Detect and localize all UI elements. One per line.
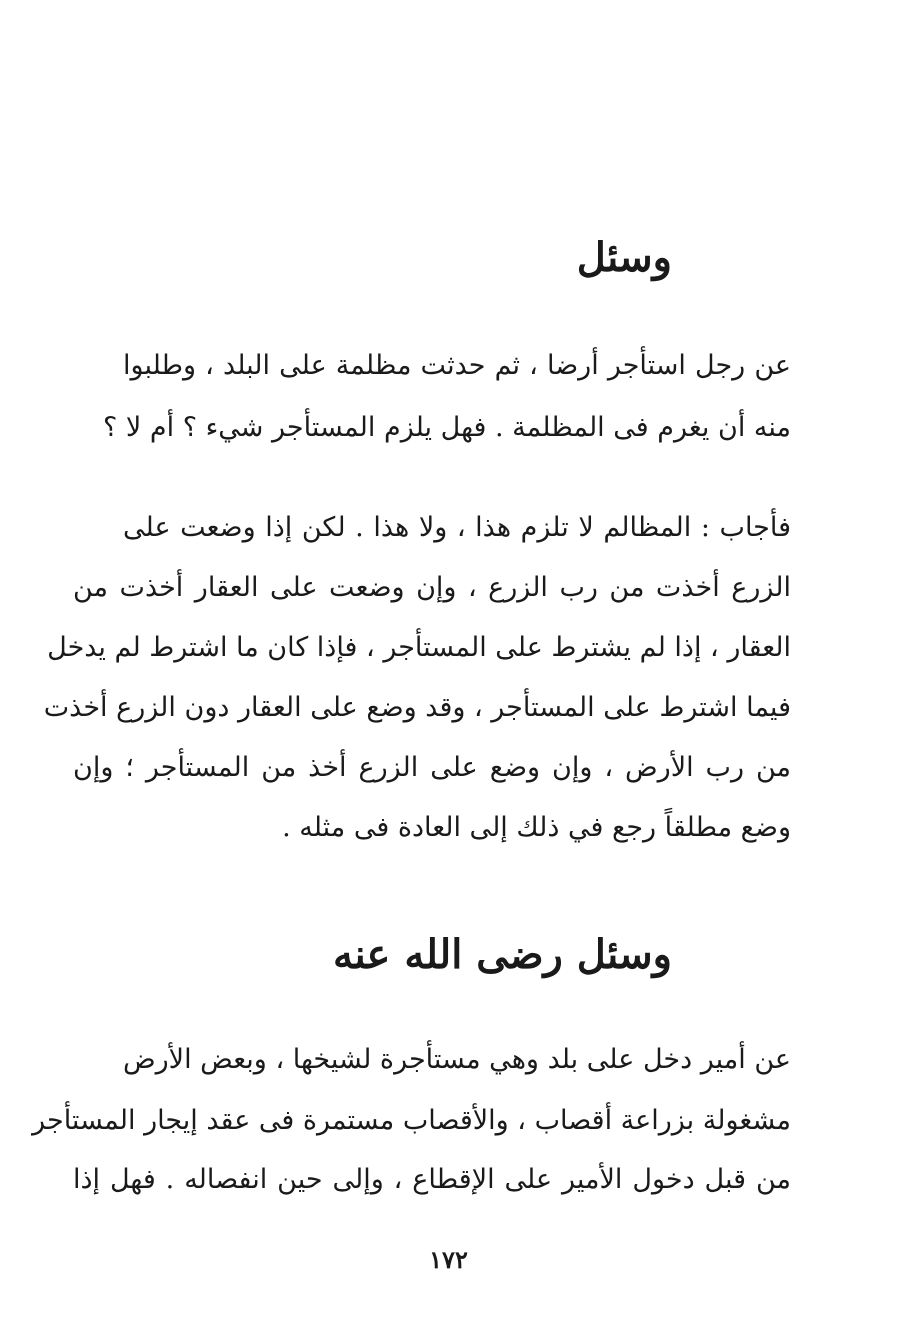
paragraph-2-line-1: فأجاب : المظالم لا تلزم هذا ، ولا هذا . لكن إذا وضعت على [123, 512, 791, 543]
paragraph-2-line-6: وضع مطلقاً رجع في ذلك إلى العادة فى مثله . [282, 812, 791, 843]
paragraph-2-line-5: من رب الأرض ، وإن وضع على الزرع أخذ من المستأجر ؛ وإن [73, 752, 791, 783]
paragraph-2-line-2: الزرع أخذت من رب الزرع ، وإن وضعت على العقار أخذت من [73, 572, 791, 603]
paragraph-3-line-1: عن أمير دخل على بلد وهي مستأجرة لشيخها ، وبعض الأرض [123, 1044, 791, 1075]
paragraph-2-line-4: فيما اشترط على المستأجر ، وقد وضع على العقار دون الزرع أخذت [43, 692, 791, 723]
paragraph-1-line-2: منه أن يغرم فى المظلمة . فهل يلزم المستأجر شيء ؟ أم لا ؟ [103, 412, 791, 443]
paragraph-3-line-3: من قبل دخول الأمير على الإقطاع ، وإلى حين انفصاله . فهل إذا [73, 1164, 791, 1195]
paragraph-3-line-2: مشغولة بزراعة أقصاب ، والأقصاب مستمرة فى عقد إيجار المستأجر [32, 1105, 791, 1136]
paragraph-1-line-1: عن رجل استأجر أرضا ، ثم حدثت مظلمة على البلد ، وطلبوا [123, 350, 791, 381]
section-heading-1: وسئل [576, 234, 672, 281]
section-heading-2: وسئل رضى الله عنه [333, 931, 672, 978]
page-number: ١٧٢ [429, 1245, 468, 1274]
paragraph-2-line-3: العقار ، إذا لم يشترط على المستأجر ، فإذا كان ما اشترط لم يدخل [47, 632, 791, 663]
